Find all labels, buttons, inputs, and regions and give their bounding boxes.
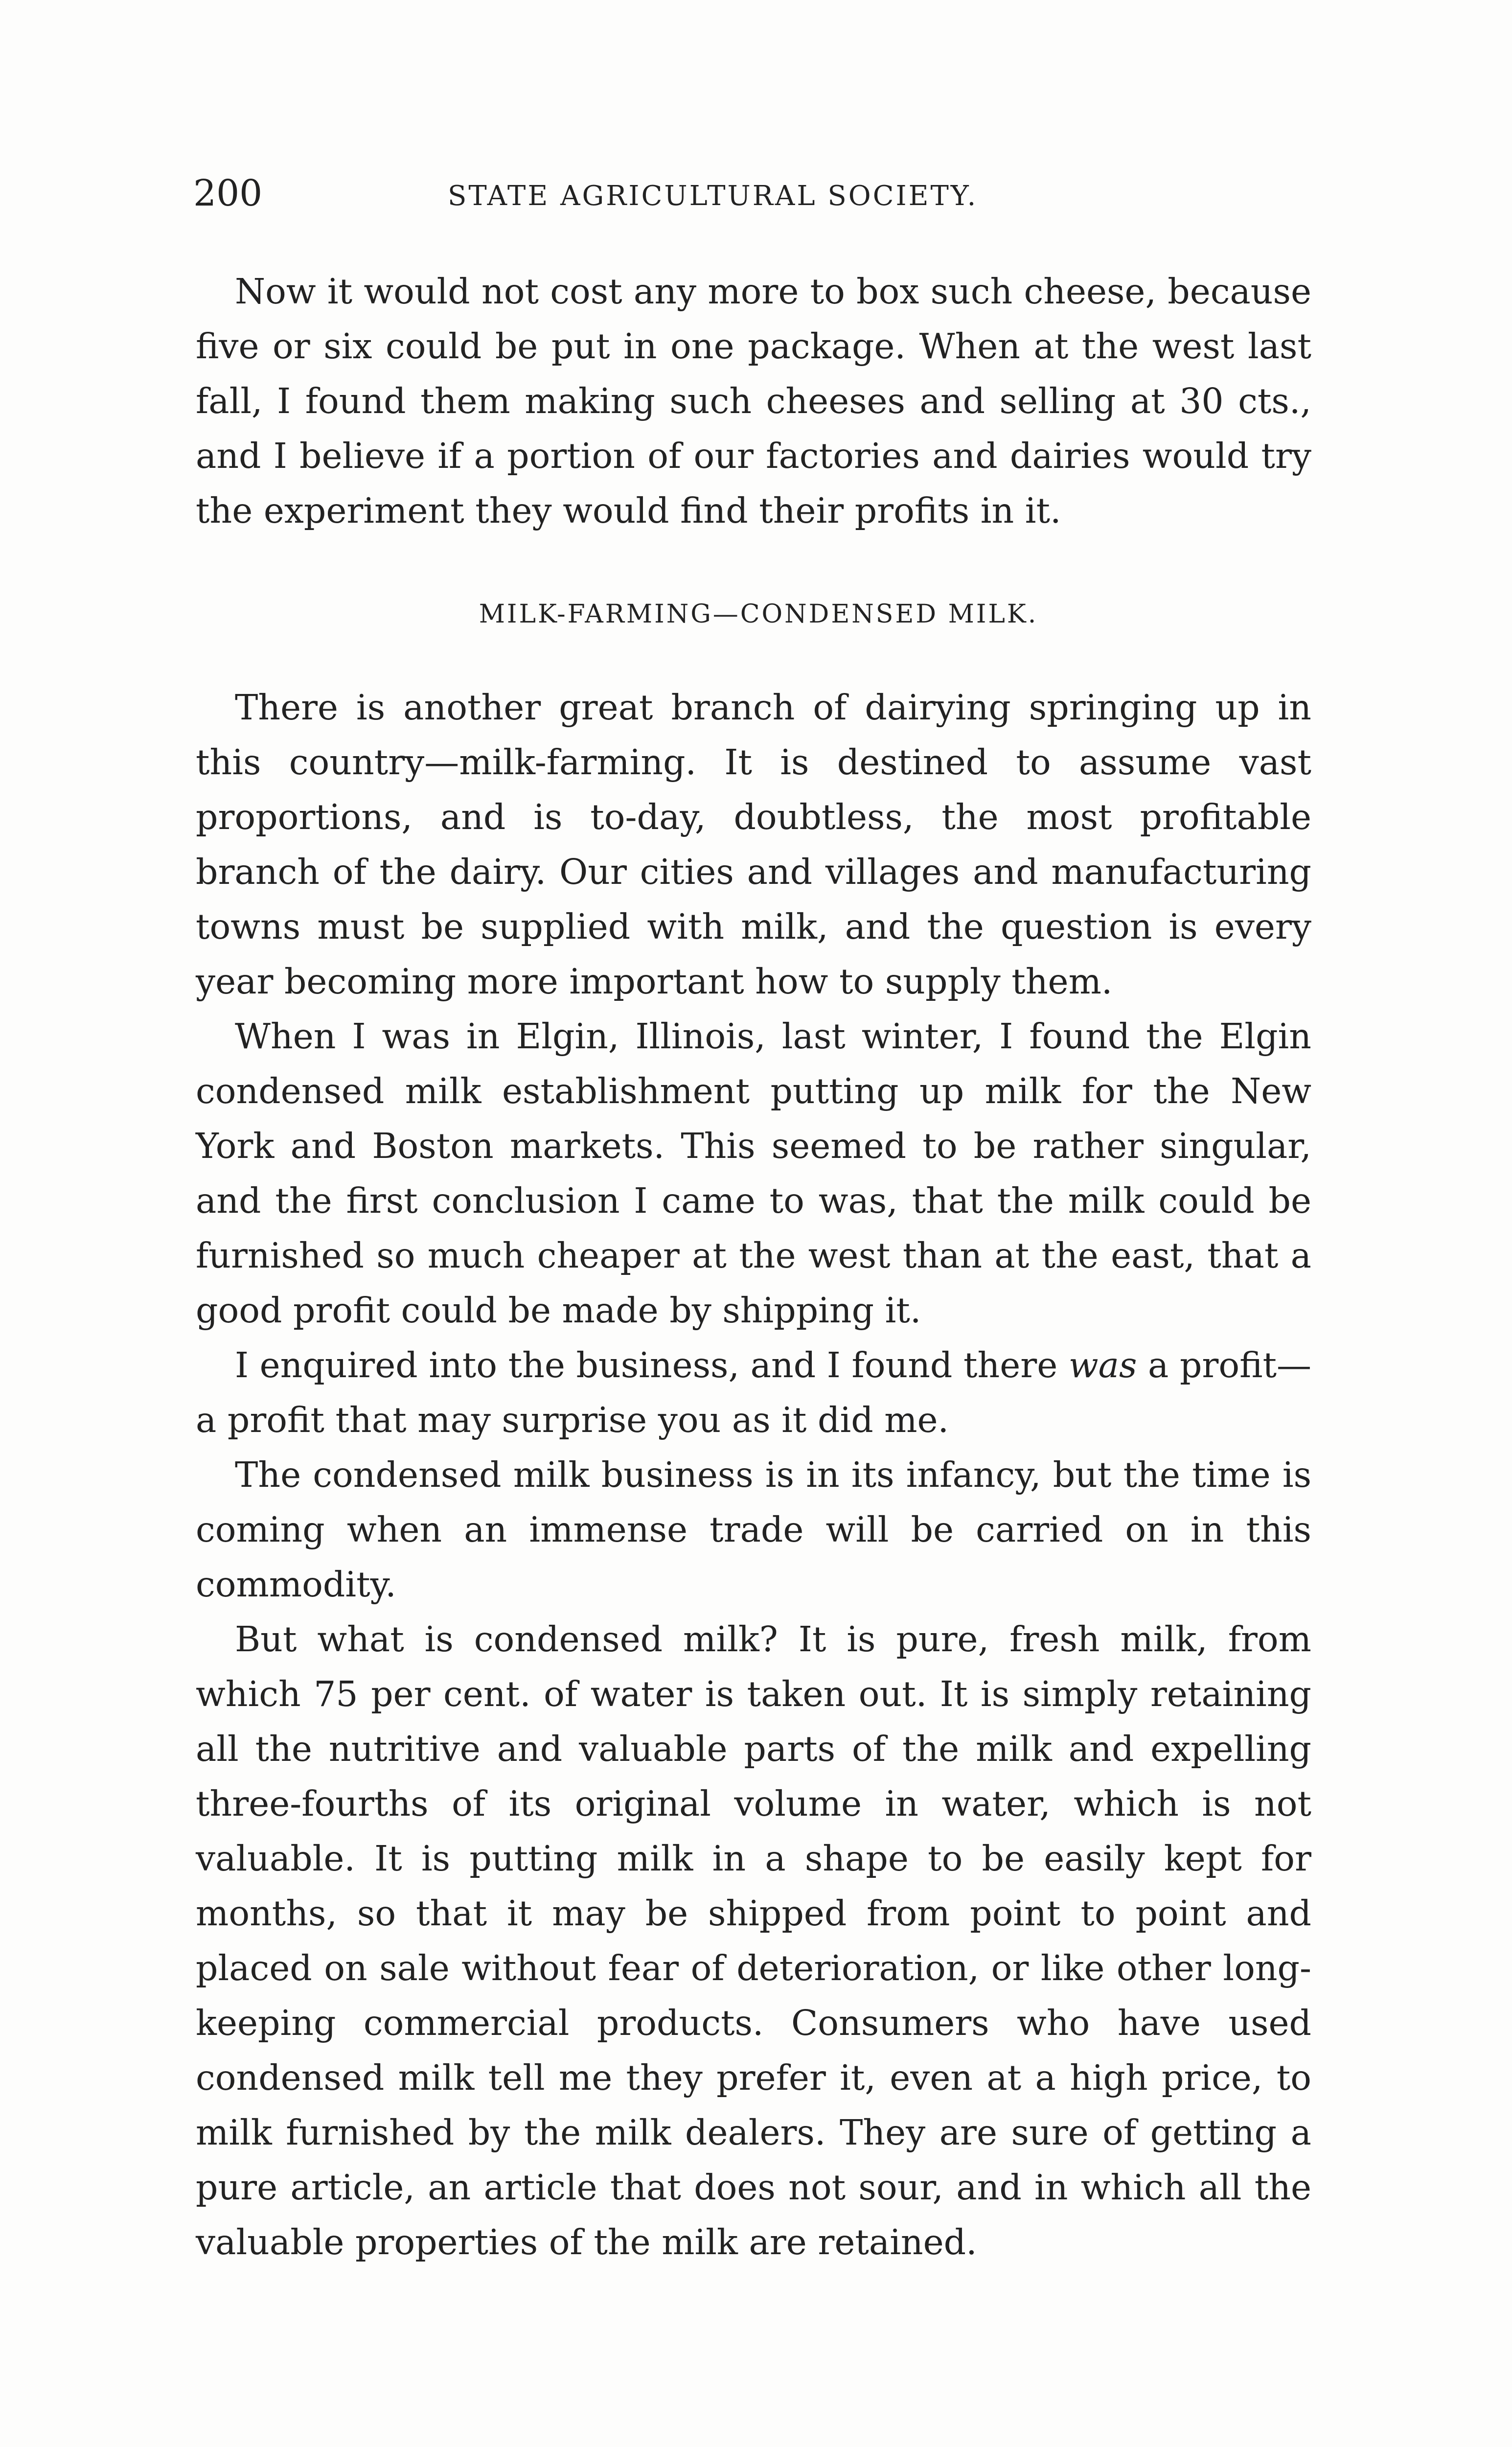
paragraph-profit-text-before: I enquired into the business, and I found there (235, 1345, 1069, 1385)
paragraph-elgin: When I was in Elgin, Illinois, last winter, I found the Elgin condensed milk establishment putting up milk for the New York and Boston markets. This seemed to be rather singular, and the first conclusion I came to was, that the milk could be furnished so much cheaper at the west than at the east, that a good profit could be made by shipping it. (196, 1016, 1311, 1331)
paragraph-profit-text-after: a profit—a profit that may surprise you as it did me. (196, 1345, 1311, 1440)
paragraph-profit (196, 1338, 1311, 1448)
paragraph-cheese-boxing: Now it would not cost any more to box such cheese, because five or six could be put in one package. When at the west last fall, I found them making such cheeses and selling at 30 cts., and I believe if a portion of our factories and dairies would try the experiment they would find their profits in it. (196, 271, 1311, 531)
paragraph-profit-emphasis: was (1068, 1345, 1137, 1385)
running-title: STATE AGRICULTURAL SOCIETY. (448, 180, 978, 212)
page-number: 200 (193, 172, 263, 214)
running-head (193, 171, 1324, 215)
section-heading: MILK-FARMING—CONDENSED MILK. (479, 600, 1038, 629)
paragraph-milk-farming: There is another great branch of dairying springing up in this country—milk-farming. It is destined to assume vast proportions, and is to-day, doubtless, the most profitable branch of the dairy. Our cities and villages and manufacturing towns must be supplied with milk, and the question is every year becoming more important how to supply them. (196, 687, 1311, 1002)
body-text (196, 264, 1311, 2270)
paragraph-infancy: The condensed milk business is in its infancy, but the time is coming when an immense trade will be carried on in this commodity. (196, 1454, 1311, 1605)
paragraph-what-is-condensed-milk: But what is condensed milk? It is pure, fresh milk, from which 75 per cent. of water is taken out. It is simply retaining all the nutritive and valuable parts of the milk and expelling three-fourths of its original volume in water, which is not valuable. It is putting milk in a shape to be easily kept for months, so that it may be shipped from point to point and placed on sale without fear of deterioration, or like other long-keeping commercial products. Consumers who have used condensed milk tell me they prefer it, even at a high price, to milk furnished by the milk dealers. They are sure of getting a pure article, an article that does not sour, and in which all the valuable properties of the milk are retained. (196, 1619, 1311, 2262)
